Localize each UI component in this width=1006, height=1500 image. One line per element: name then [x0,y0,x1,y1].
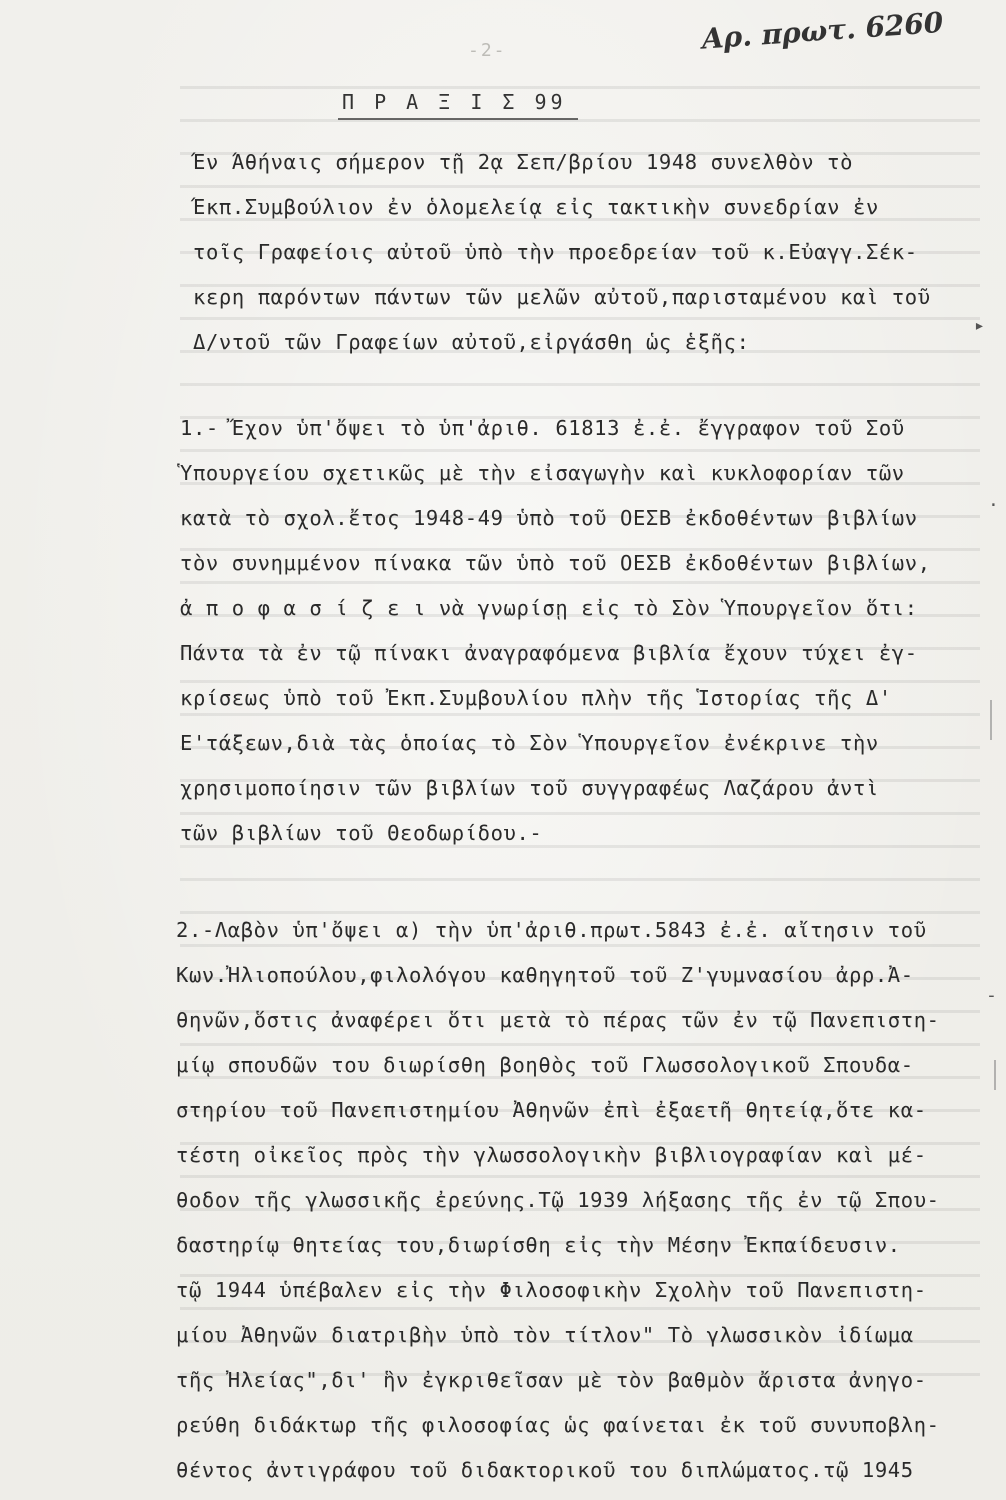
item2-line: 2.-Λαβὸν ὑπ'ὄψει α) τὴν ὑπ'ἀριθ.πρωτ.5843 ἐ.ἐ. αἴτησιν τοῦ [176,918,927,942]
page-number: -2- [468,40,507,61]
item2-line: μίῳ σπουδῶν του διωρίσθη βοηθὸς τοῦ Γλωσσολογικοῦ Σπουδα- [176,1053,914,1077]
item2-line: τῆς Ἠλείας",δι' ἣν ἐγκριθεῖσαν μὲ τὸν βαθμὸν ἄριστα ἀνηγο- [176,1368,927,1392]
title-underline [338,118,578,120]
intro-line: Έν Άθήναις σήμερον τῇ 2ᾳ Σεπ/βρίου 1948 συνελθὸν τὸ [193,150,854,174]
item1-line: τὸν συνημμένον πίνακα τῶν ὑπὸ τοῦ ΟΕΣΒ ἐκδοθέντων βιβλίων, [180,551,931,575]
intro-line: Έκπ.Συμβούλιον ἐν ὁλομελείᾳ εἰς τακτικὴν συνεδρίαν ἐν [193,195,879,219]
item2-line: θηνῶν,ὅστις ἀναφέρει ὅτι μετὰ τὸ πέρας τῶν ἐν τῷ Πανεπιστη- [176,1008,940,1032]
item2-line: θέντος ἀντιγράφου τοῦ διδακτορικοῦ του διπλώματος.τῷ 1945 [176,1458,914,1482]
item1-line: ἀ π ο φ α σ ί ζ ε ι νὰ γνωρίσῃ εἰς τὸ Σὸν Ὑπουργεῖον ὅτι: [180,596,918,620]
item1-line: 1.- Ἔχον ὑπ'ὄψει τὸ ὑπ'ἀριθ. 61813 ἐ.ἐ. ἔγγραφον τοῦ Σοῦ [180,416,905,440]
item1-line: Πάντα τὰ ἐν τῷ πίνακι ἀναγραφόμενα βιβλία ἔχουν τύχει ἐγ- [180,641,918,665]
handwritten-note-text: Αρ. πρωτ. 6260 [700,5,945,56]
item1-line: χρησιμοποίησιν τῶν βιβλίων τοῦ συγγραφέως Λαζάρου ἀντὶ [180,776,879,800]
item2-line: τῷ 1944 ὑπέβαλεν εἰς τὴν Φιλοσοφικὴν Σχολὴν τοῦ Πανεπιστη- [176,1278,927,1302]
item2-line: τέστη οἰκεῖος πρὸς τὴν γλωσσολογικὴν βιβλιογραφίαν καὶ μέ- [176,1143,927,1167]
item1-line: Ε'τάξεων,διὰ τὰς ὁποίας τὸ Σὸν Ὑπουργεῖον ἐνέκρινε τὴν [180,731,879,755]
margin-tick: · [988,495,999,516]
item1-line: κατὰ τὸ σχολ.ἔτος 1948-49 ὑπὸ τοῦ ΟΕΣΒ ἐκδοθέντων βιβλίων [180,506,918,530]
item2-line: δαστηρίῳ θητείας του,διωρίσθη εἰς τὴν Μέσην Ἐκπαίδευσιν. [176,1233,901,1257]
item2-line: μίου Ἀθηνῶν διατριβὴν ὑπὸ τὸν τίτλον" Τὸ γλωσσικὸν ἰδίωμα [176,1323,914,1347]
item1-line: τῶν βιβλίων τοῦ Θεοδωρίδου.- [180,821,543,845]
margin-tick: ▸ [974,315,985,336]
margin-mark [994,1060,996,1090]
item1-line: κρίσεως ὑπὸ τοῦ Ἐκπ.Συμβουλίου πλὴν τῆς Ἱστορίας τῆς Δ' [180,686,892,710]
item2-line: θοδον τῆς γλωσσικῆς ἐρεύνης.Τῷ 1939 λήξασης τῆς ἐν τῷ Σπου- [176,1188,940,1212]
item1-line: Ὑπουργείου σχετικῶς μὲ τὴν εἰσαγωγὴν καὶ κυκλοφορίαν τῶν [180,461,905,485]
intro-line: κερη παρόντων πάντων τῶν μελῶν αὐτοῦ,παρισταμένου καὶ τοῦ [193,285,931,309]
margin-tick: - [986,985,997,1006]
item2-line: στηρίου τοῦ Πανεπιστημίου Ἀθηνῶν ἐπὶ ἐξαετῆ θητείᾳ,ὅτε κα- [176,1098,927,1122]
margin-mark [990,700,992,740]
intro-line: τοῖς Γραφείοις αὐτοῦ ὑπὸ τὴν προεδρείαν τοῦ κ.Εὐαγγ.Σέκ- [193,240,918,264]
item2-line: ρεύθη διδάκτωρ τῆς φιλοσοφίας ὡς φαίνεται ἐκ τοῦ συνυποβλη- [176,1413,940,1437]
handwritten-protocol-note [698,5,945,56]
intro-line: Δ/ντοῦ τῶν Γραφείων αὐτοῦ,εἰργάσθη ὡς ἑξῆς: [193,330,750,354]
item2-line: Κων.Ἠλιοπούλου,φιλολόγου καθηγητοῦ τοῦ Ζ'γυμνασίου ἀρρ.Ἀ- [176,963,914,987]
document-title: Π Ρ Α Ξ Ι Σ 99 [342,90,567,114]
